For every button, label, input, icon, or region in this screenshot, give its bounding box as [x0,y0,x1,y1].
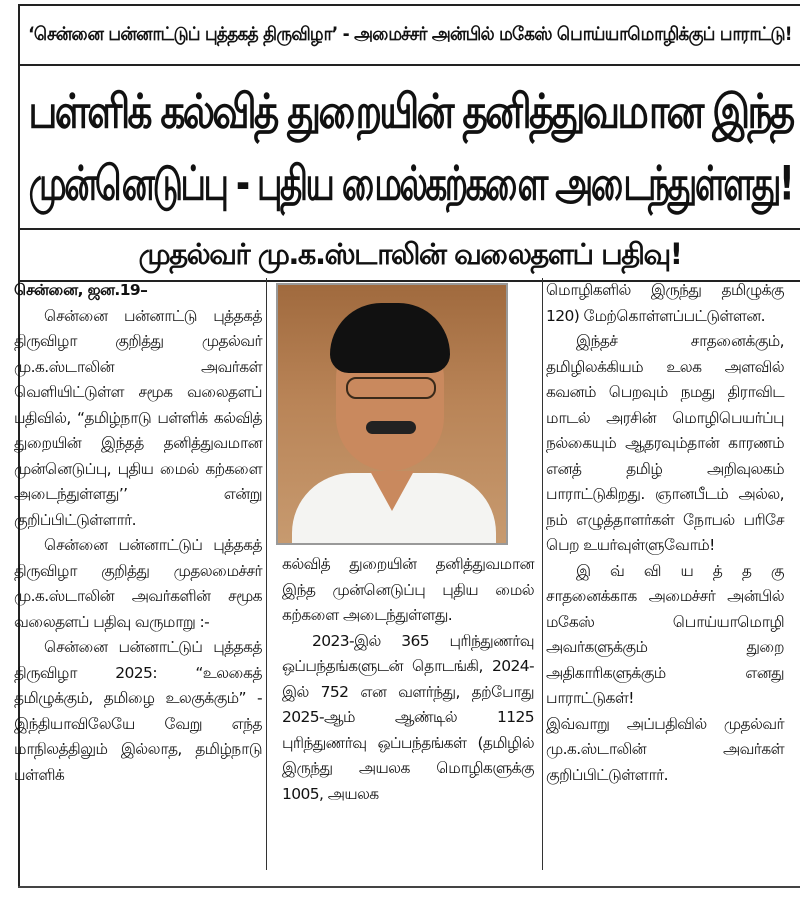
photo-mustache [366,421,416,434]
top-strapline [20,6,800,66]
strapline-text: ‘சென்னை பன்னாட்டுப் புத்தகத் திருவிழா’ - அமைச்சர் அன்பில் மகேஸ் பொய்யாமொழிக்குப் பாராட்டு! [28,23,792,45]
portrait-photo [276,283,508,545]
sub-headline-text: முதல்வர் மு.க.ஸ்டாலின் வலைதளப் பதிவு! [138,237,682,271]
photo-glasses [346,377,436,399]
paragraph: கல்வித் துறையின் தனித்துவமான இந்த முன்னெடுப்பு புதிய மைல் கற்களை அடைந்துள்ளது. [282,555,534,624]
dateline: சென்னை, ஜன.19– [14,281,148,299]
article-column-1 [14,278,262,788]
paragraph: இவ்வாறு அப்பதிவில் முதல்வர் மு.க.ஸ்டாலின் அவர்கள் குறிப்பிட்டுள்ளார். [546,714,784,784]
paragraph: சென்னை பன்னாட்டுப் புத்தகத் திருவிழா 2025: “உலகைத் தமிழுக்கும், தமிழை உலகுக்கும்” - இந்தியாவிலேயே வேறு எந்த மாநிலத்திலும் இல்லாத, தமிழ்நாடு பள்ளிக் [14,638,262,784]
headline-line-1: பள்ளிக் கல்வித் துறையின் தனித்துவமான இந்த [28,84,792,140]
paragraph: மொழிகளில் இருந்து தமிழுக்கு 120) மேற்கொள்ளப்பட்டுள்ளன. [546,281,784,325]
column-divider [266,278,267,870]
photo-hair [330,303,450,373]
paragraph: சென்னை பன்னாட்டுப் புத்தகத் திருவிழா குறித்து முதலமைச்சர் மு.க.ஸ்டாலின் அவர்களின் சமூக வலைதளப் பதிவு வருமாறு :- [14,536,262,631]
article-column-3 [532,278,784,788]
paragraph: இ வ் வி ய த் த கு சாதனைக்காக அமைச்சர் அன்பில் மகேஸ் பொய்யாமொழி அவர்களுக்கும் துறை அதிகாரிகளுக்கும் எனது பாராட்டுகள்! [546,561,784,707]
bottom-rule [18,886,800,888]
main-headline [20,68,800,230]
paragraph: 2023-இல் 365 புரிந்துணர்வு ஒப்பந்தங்களுடன் தொடங்கி, 2024-இல் 752 என வளர்ந்து, தற்போது 2025-ஆம் ஆண்டில் 1125 புரிந்துணர்வு ஒப்பந்தங்கள் (தமிழில் இருந்து அயலக மொழிகளுக்கு 1005, அயலக [282,631,534,803]
paragraph: இந்தச் சாதனைக்கும், தமிழிலக்கியம் உலக அளவில் கவனம் பெறவும் நமது திராவிட மாடல் அரசின் மொழிபெயர்ப்பு நல்கையும் ஆதரவும்தான் காரணம் எனத் தமிழ் அறிவுலகம் பாராட்டுகிறது. ஞானபீடம் அல்ல, நம் எழுத்தாளர்கள் நோபல் பரிசே பெற உயர்வுள்ளுவோம்! [546,332,784,554]
headline-line-2: முன்னெடுப்பு - புதிய மைல்கற்களை அடைந்துள்ளது! [28,156,792,212]
article-column-2 [282,552,534,807]
sub-headline [20,232,800,282]
paragraph: சென்னை பன்னாட்டு புத்தகத் திருவிழா குறித்து முதல்வர் மு.க.ஸ்டாலின் அவர்கள் வெளியிட்டுள்ள சமூக வலைதளப் பதிவில், “தமிழ்நாடு பள்ளிக் கல்வித் துறையின் இந்தத் தனித்துவமான முன்னெடுப்பு, புதிய மைல் கற்களை அடைந்துள்ளது’’ என்று குறிப்பிட்டுள்ளார். [14,306,262,529]
